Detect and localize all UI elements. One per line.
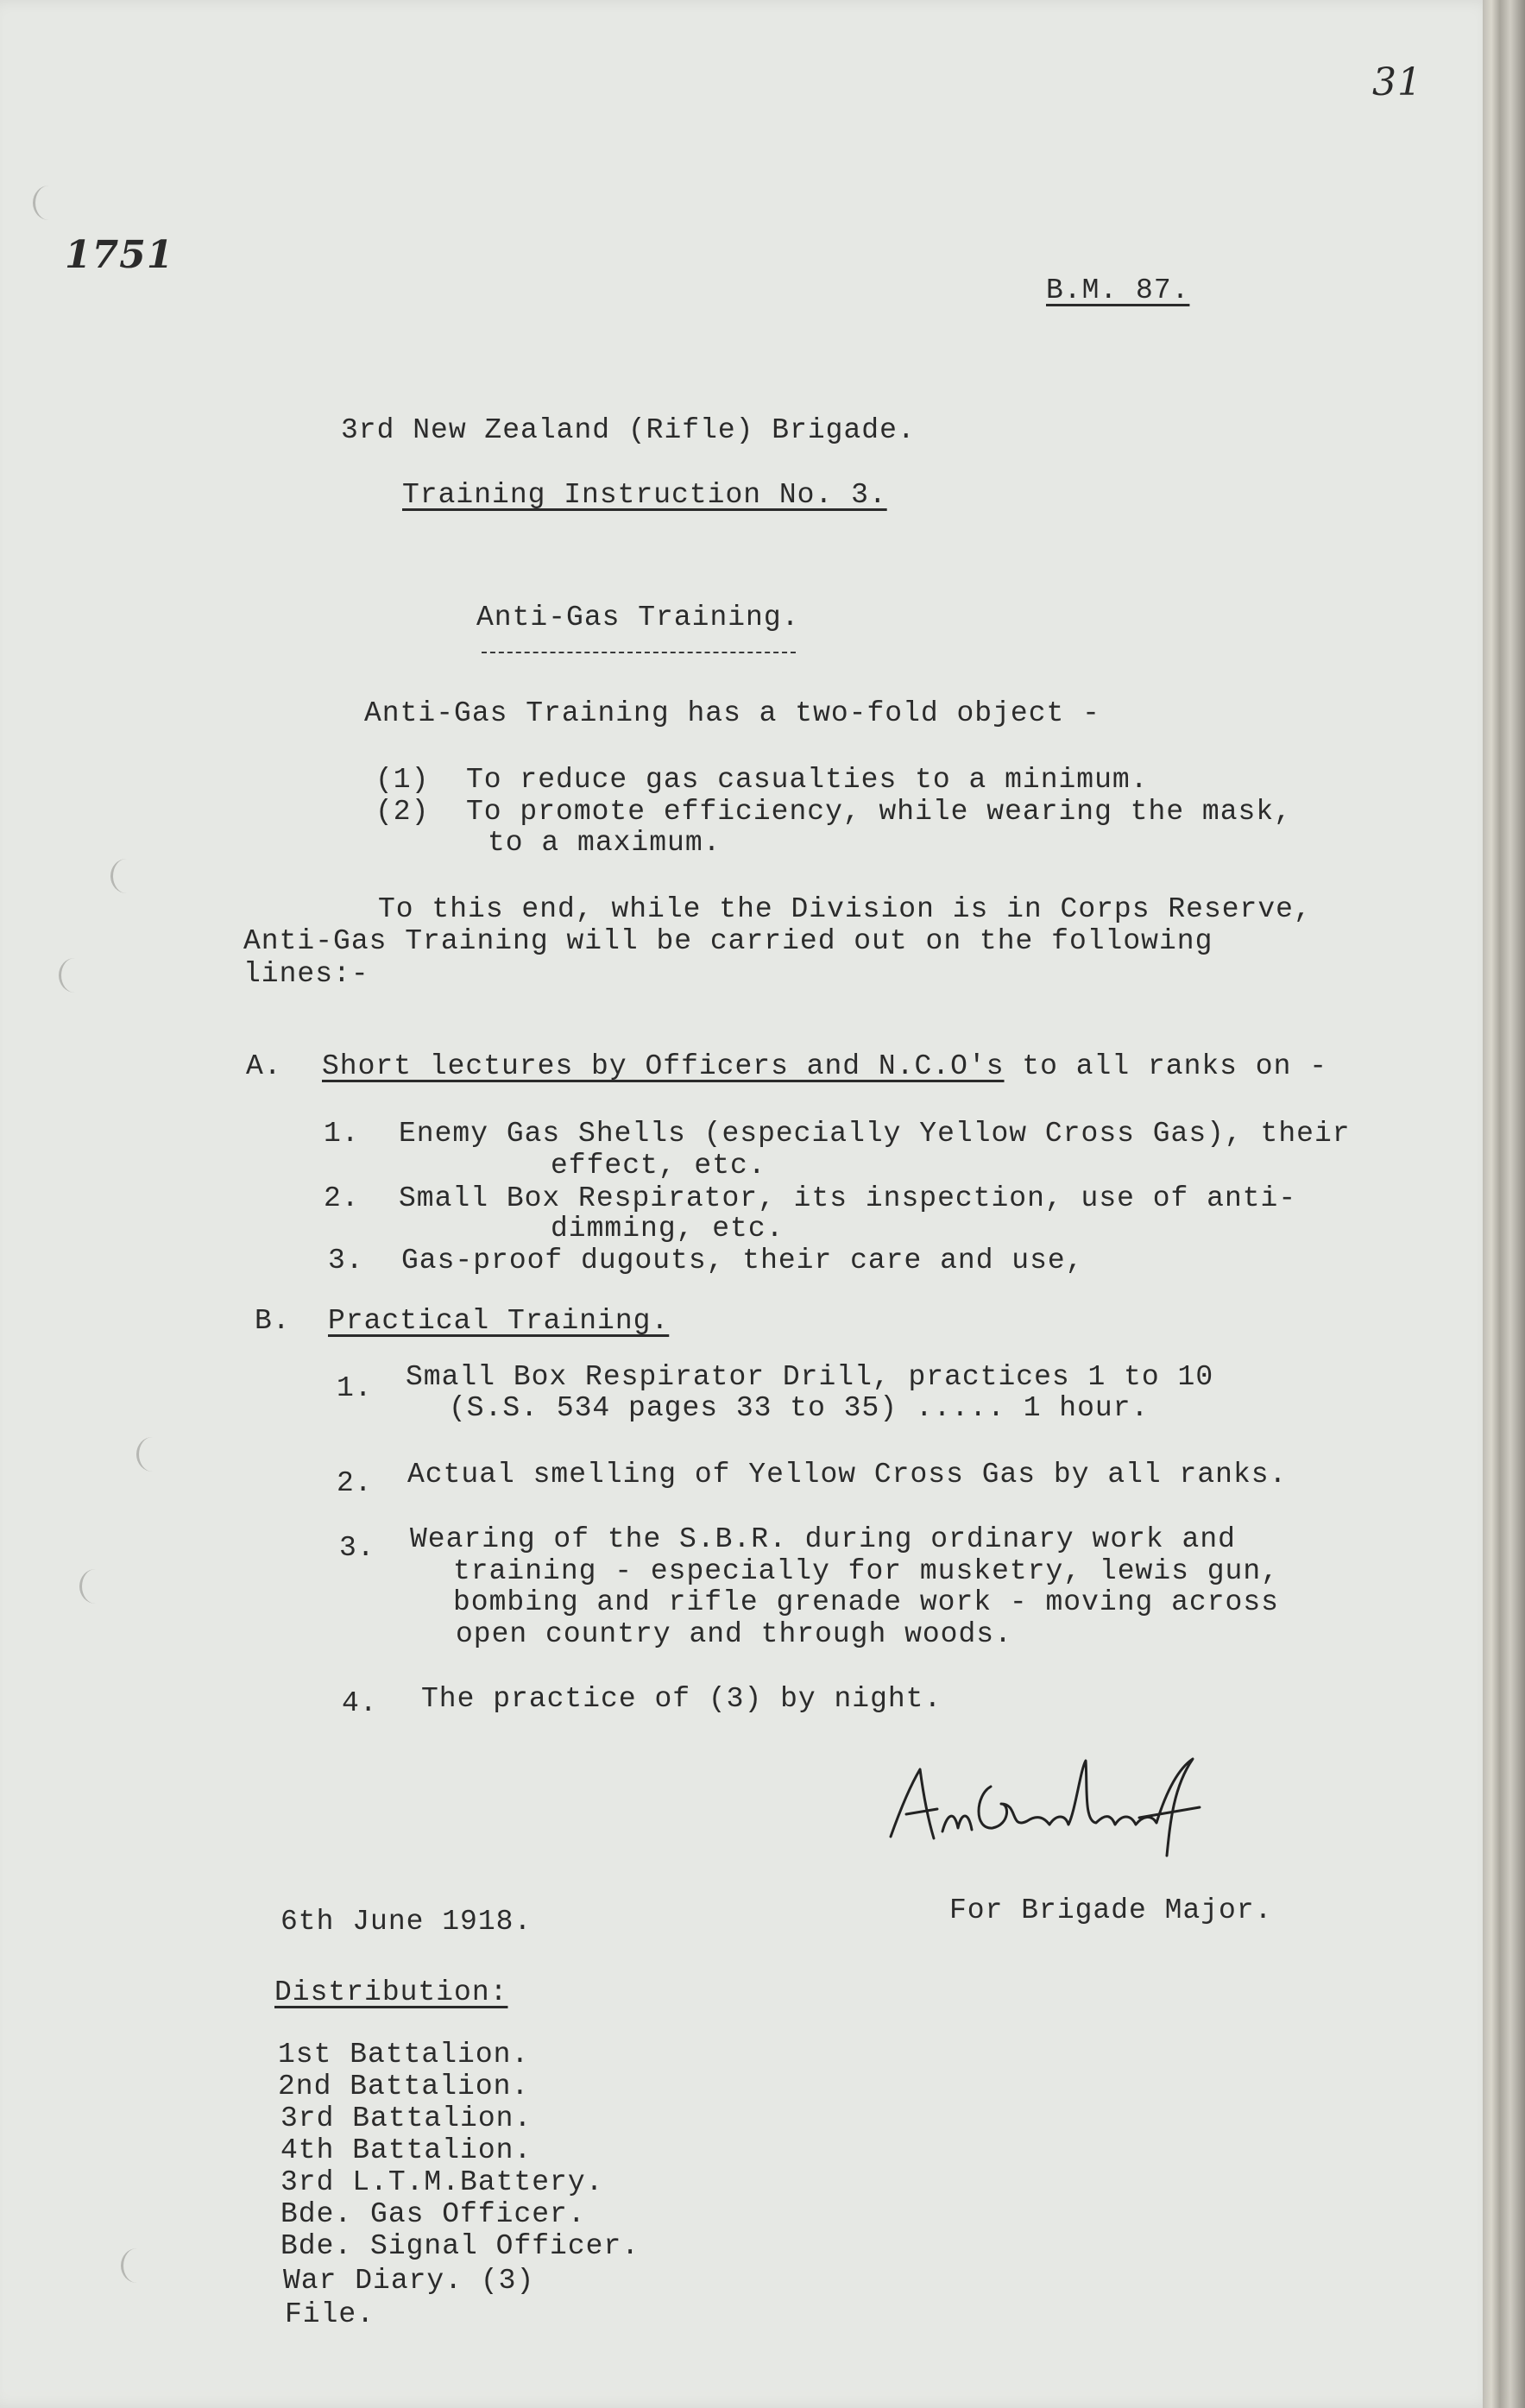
- page-number: 31: [1372, 60, 1422, 104]
- list-item-number: 3.: [328, 1245, 364, 1276]
- distribution-item: 3rd L.T.M.Battery.: [280, 2166, 604, 2198]
- intro-line: Anti-Gas Training has a two-fold object -: [364, 697, 1100, 729]
- paragraph-line: Anti-Gas Training will be carried out on the following: [243, 925, 1213, 957]
- handwritten-signature: [880, 1735, 1243, 1869]
- list-item-text: Actual smelling of Yellow Cross Gas by all ranks.: [407, 1459, 1288, 1491]
- distribution-item: 4th Battalion.: [280, 2134, 532, 2166]
- distribution-item: 3rd Battalion.: [280, 2102, 532, 2134]
- section-b-letter: B.: [255, 1305, 291, 1337]
- section-b-heading: Practical Training.: [328, 1305, 670, 1337]
- object-text: To promote efficiency, while wearing the mask,: [466, 796, 1292, 828]
- punch-hole-mark: [121, 2248, 153, 2283]
- list-item-text: Gas-proof dugouts, their care and use,: [401, 1245, 1084, 1276]
- list-item-text: Wearing of the S.B.R. during ordinary work and: [410, 1523, 1236, 1555]
- instruction-title: Training Instruction No. 3.: [402, 479, 887, 511]
- list-item-number: 2.: [324, 1182, 360, 1214]
- list-item-text: Small Box Respirator Drill, practices 1 to 10: [406, 1361, 1214, 1393]
- list-item-number: 1.: [324, 1118, 360, 1150]
- punch-hole-mark: [136, 1437, 168, 1472]
- section-a-heading: [322, 1050, 1327, 1082]
- list-item-number: 3.: [339, 1532, 375, 1564]
- object-number: (2): [375, 796, 430, 828]
- punch-hole-mark: [110, 859, 142, 893]
- reference-number: B.M. 87.: [1046, 274, 1190, 306]
- list-item-text-continued: effect, etc.: [551, 1150, 766, 1182]
- list-item-number: 1.: [337, 1372, 373, 1404]
- unit-name: 3rd New Zealand (Rifle) Brigade.: [341, 414, 916, 446]
- object-number: (1): [375, 764, 430, 796]
- section-a-heading-tail: to all ranks on -: [1022, 1050, 1327, 1082]
- subject-heading: Anti-Gas Training.: [476, 602, 800, 634]
- document-date: 6th June 1918.: [280, 1906, 532, 1938]
- section-a-heading-underlined: Short lectures by Officers and N.C.O's: [322, 1050, 1005, 1082]
- distribution-heading: Distribution:: [274, 1976, 508, 2008]
- list-item-text-continued: bombing and rifle grenade work - moving across: [453, 1586, 1279, 1618]
- subject-underline: [482, 652, 796, 653]
- list-item-text-continued: open country and through woods.: [456, 1618, 1012, 1650]
- distribution-item: 2nd Battalion.: [278, 2071, 530, 2102]
- object-text: To reduce gas casualties to a minimum.: [466, 764, 1149, 796]
- file-number: 1751: [65, 233, 174, 277]
- signatory-role: For Brigade Major.: [949, 1894, 1273, 1926]
- punch-hole-mark: [33, 186, 65, 220]
- signature-scribble: [880, 1735, 1243, 1864]
- list-item-text-continued: training - especially for musketry, lewis gun,: [453, 1555, 1279, 1587]
- list-item-text: Enemy Gas Shells (especially Yellow Cross Gas), their: [399, 1118, 1351, 1150]
- list-item-text-continued: (S.S. 534 pages 33 to 35) ..... 1 hour.: [449, 1392, 1150, 1424]
- distribution-item: File.: [285, 2298, 375, 2330]
- paragraph-line: lines:-: [243, 958, 369, 990]
- distribution-item: Bde. Gas Officer.: [280, 2198, 586, 2230]
- stacked-page-edge: [1483, 0, 1525, 2408]
- list-item-number: 4.: [342, 1687, 378, 1719]
- distribution-item: Bde. Signal Officer.: [280, 2230, 640, 2262]
- distribution-item: War Diary. (3): [283, 2265, 535, 2297]
- punch-hole-mark: [59, 958, 91, 993]
- list-item-text-continued: dimming, etc.: [551, 1213, 785, 1245]
- distribution-item: 1st Battalion.: [278, 2039, 530, 2071]
- section-a-letter: A.: [246, 1050, 282, 1082]
- paragraph-line: To this end, while the Division is in Corps Reserve,: [378, 893, 1312, 925]
- list-item-text: The practice of (3) by night.: [421, 1683, 942, 1715]
- list-item-text: Small Box Respirator, its inspection, use of anti-: [399, 1182, 1297, 1214]
- punch-hole-mark: [79, 1569, 111, 1604]
- list-item-number: 2.: [337, 1467, 373, 1499]
- object-text-continued: to a maximum.: [488, 827, 722, 859]
